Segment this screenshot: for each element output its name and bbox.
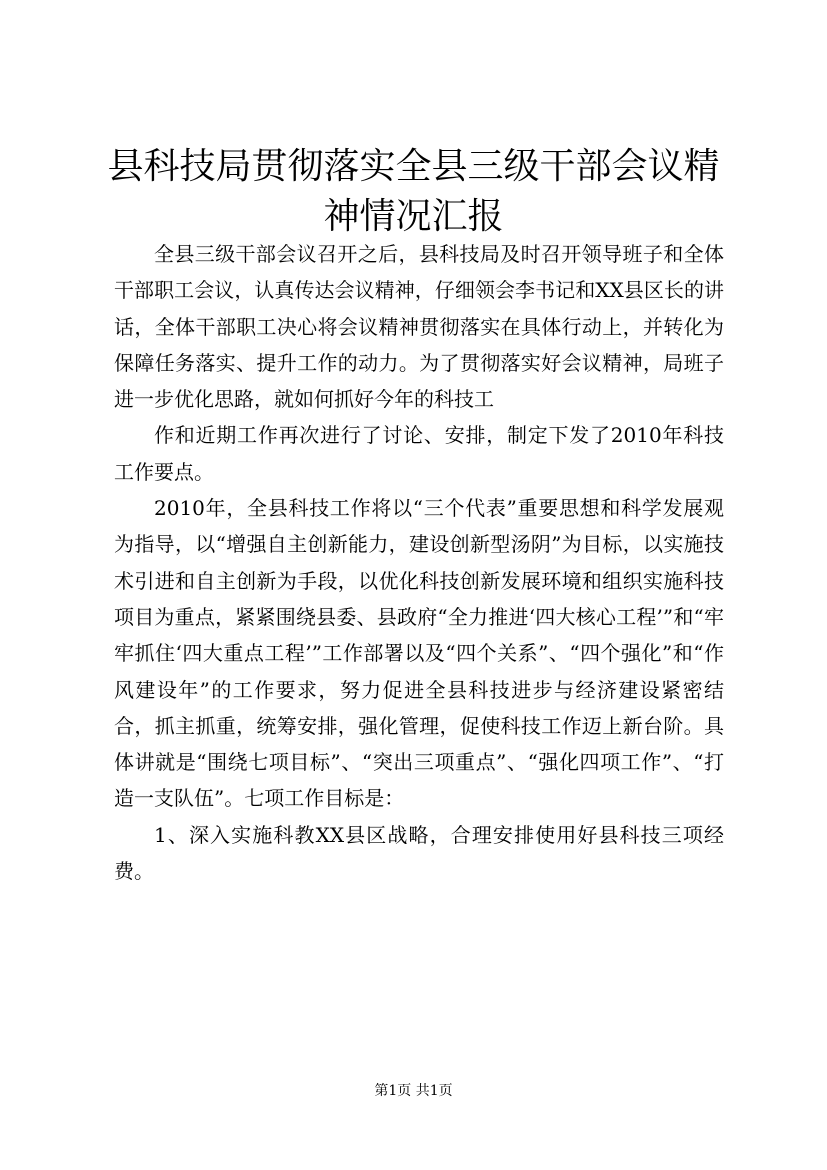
paragraph-4: 1、深入实施科教XX县区战略，合理安排使用好县科技三项经费。 <box>114 822 724 884</box>
paragraph-3: 2010年，全县科技工作将以“三个代表”重要思想和科学发展观为指导，以“增强自主创新能力，建设创新型汤阴”为目标，以实施技术引进和自主创新为手段，以优化科技创新发展环境和组织实施科技项目为重点，紧紧围绕县委、县政府“全力推进‘四大核心工程’”和“牢牢抓住‘四大重点工程’”工作部署以及“四个关系”、“四个强化”和“作风建设年”的工作要求，努力促进全县科技进步与经济建设紧密结合，抓主抓重，统筹安排，强化管理，促使科技工作迈上新台阶。具体讲就是“围绕七项目标”、“突出三项重点”、“强化四项工作”、“打造一支队伍”。七项工作目标是： <box>114 496 724 811</box>
document-body <box>114 236 724 889</box>
page-footer: 第1页 共1页 <box>374 1083 453 1099</box>
paragraph-2: 作和近期工作再次进行了讨论、安排，制定下发了2010年科技工作要点。 <box>114 423 724 484</box>
document-title: 县科技局贯彻落实全县三级干部会议精神情况汇报 <box>107 146 720 237</box>
paragraph-1: 全县三级干部会议召开之后，县科技局及时召开领导班子和全体干部职工会议，认真传达会议精神，仔细领会李书记和XX县区长的讲话，全体干部职工决心将会议精神贯彻落实在具体行动上，并转化为保障任务落实、提升工作的动力。为了贯彻落实好会议精神，局班子进一步优化思路，就如何抓好今年的科技工 <box>114 242 724 412</box>
